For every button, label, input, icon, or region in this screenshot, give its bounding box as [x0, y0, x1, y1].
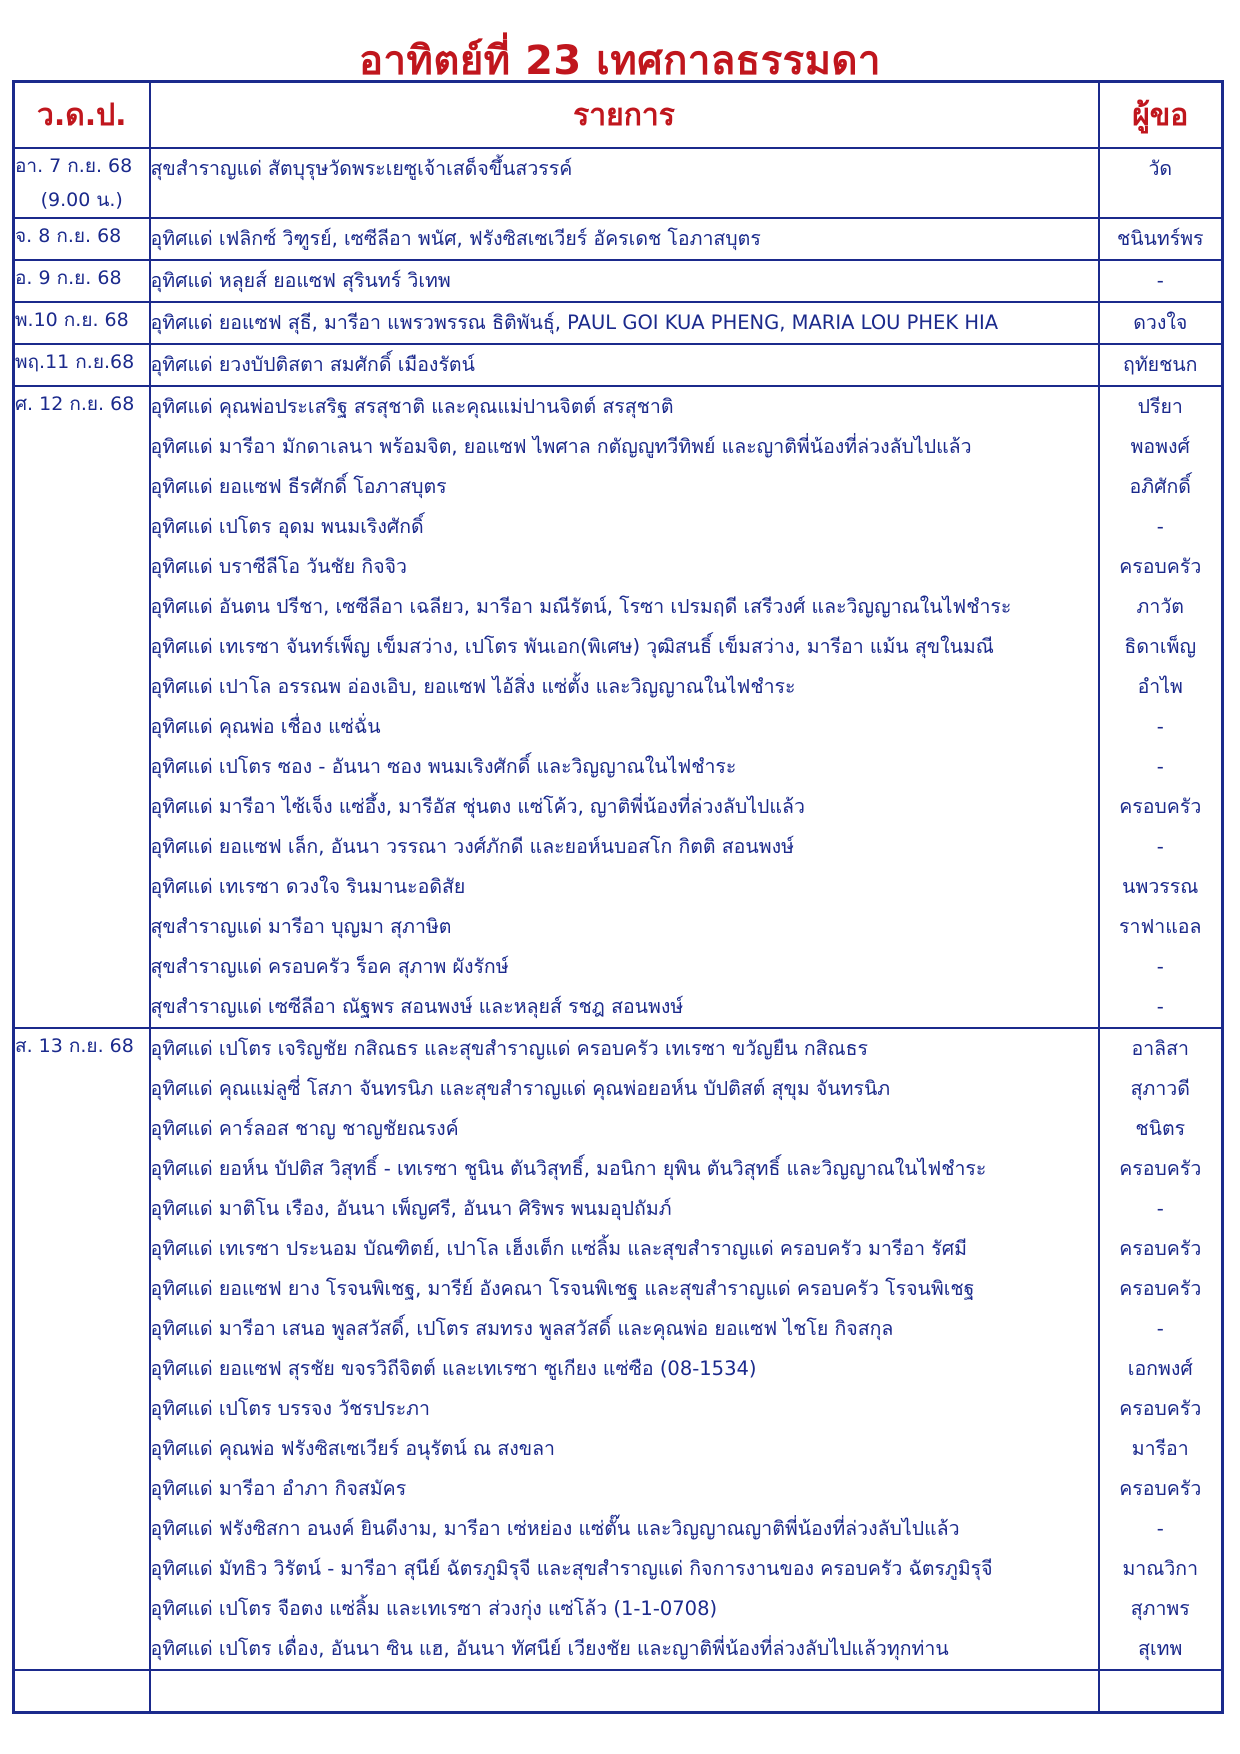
requester-name: สุภาวดี — [1130, 1077, 1190, 1100]
requester-name: ชนินทร์พร — [1116, 227, 1204, 250]
intention-entry: อุทิศแด่ เทเรซา ดวงใจ รินมานะอดิสัย — [150, 875, 466, 898]
empty-cell — [150, 1670, 1099, 1713]
requester-name: - — [1156, 755, 1164, 778]
table-row — [14, 1028, 1223, 1670]
intention-entry: อุทิศแด่ คุณแม่ลูซี่ โสภา จันทรนิภ และสุขสำราญแด่ คุณพ่อยอห์น บัปติสต์ สุขุม จันทรนิภ — [150, 1077, 891, 1100]
empty-cell — [14, 1670, 150, 1713]
requester-name: สุเทพ — [1138, 1637, 1183, 1660]
intention-entry: อุทิศแด่ เทเรซา จันทร์เพ็ญ เข็มสว่าง, เปโตร พันเอก(พิเศษ) วุฒิสนธิ์ เข็มสว่าง, มารีอา แม้น สุขในมณี — [150, 635, 994, 658]
date-text: อา. 7 ก.ย. 68 — [15, 155, 133, 177]
requester-name: เอกพงศ์ — [1127, 1357, 1193, 1380]
intention-entry: อุทิศแด่ ยวงบัปติสตา สมศักดิ์ เมืองรัตน์ — [150, 353, 475, 376]
requester-cell — [1099, 386, 1223, 1028]
entries-cell — [150, 260, 1099, 302]
requester-name: ชนิตร — [1135, 1117, 1186, 1140]
intention-entry: อุทิศแด่ คาร์ลอส ชาญ ชาญชัยณรงค์ — [150, 1117, 459, 1140]
requester-cell — [1099, 148, 1223, 218]
requester-name: พอพงศ์ — [1130, 435, 1190, 458]
date-cell — [14, 386, 150, 1028]
intention-entry: อุทิศแด่ คุณพ่อ ฟรังซิสเซเวียร์ อนุรัตน์ ณ สงขลา — [150, 1437, 555, 1460]
header-requester: ผู้ขอ — [1099, 82, 1223, 149]
entries-cell — [150, 302, 1099, 344]
intention-entry: อุทิศแด่ มารีอา ไซ้เจ็ง แซ่อึ้ง, มารีอัส ชุ่นตง แซ่โค้ว, ญาติพี่น้องที่ล่วงลับไปแล้ว — [150, 795, 805, 818]
entries-cell — [150, 344, 1099, 386]
intention-entry: อุทิศแด่ มาติโน เรือง, อันนา เพ็ญศรี, อันนา ศิริพร พนมอุปถัมภ์ — [150, 1197, 672, 1220]
requester-name: ครอบครัว — [1119, 1477, 1202, 1500]
intention-entry: อุทิศแด่ เปโตร จือตง แซ่ลิ้ม และเทเรซา ส่วงกุ่ง แซ่โล้ว (1-1-0708) — [150, 1597, 718, 1620]
intention-entry: อุทิศแด่ ยอแซฟ เล็ก, อันนา วรรณา วงศ์ภักดี และยอห์นบอสโก กิตติ สอนพงษ์ — [150, 835, 794, 858]
intention-entry: อุทิศแด่ คุณพ่อประเสริฐ สรสุชาติ และคุณแม่ปานจิตต์ สรสุชาติ — [150, 395, 674, 418]
intention-entry: สุขสำราญแด่ สัตบุรุษวัดพระเยซูเจ้าเสด็จขึ้นสวรรค์ — [150, 157, 573, 180]
requester-name: - — [1156, 1317, 1164, 1340]
requester-name: ครอบครัว — [1119, 1157, 1202, 1180]
intention-entry: อุทิศแด่ มารีอา เสนอ พูลสวัสดิ์, เปโตร สมทรง พูลสวัสดิ์ และคุณพ่อ ยอแซฟ ไชโย กิจสกุล — [150, 1317, 894, 1340]
header-items: รายการ — [150, 82, 1099, 149]
requester-name: ครอบครัว — [1119, 555, 1202, 578]
requester-name: - — [1156, 995, 1164, 1018]
table-row — [14, 218, 1223, 260]
intention-entry: อุทิศแด่ มารีอา อำภา กิจสมัคร — [150, 1477, 407, 1500]
intention-entry: อุทิศแด่ อันตน ปรีชา, เซซีลีอา เฉลียว, มารีอา มณีรัตน์, โรซา เปรมฤดี เสรีวงศ์ และวิญญาณในไฟชำระ — [150, 595, 1012, 618]
intention-entry: สุขสำราญแด่ มารีอา บุญมา สุภาษิต — [150, 915, 452, 938]
intention-entry: อุทิศแด่ มัทธิว วิรัตน์ - มารีอา สุนีย์ ฉัตรภูมิรุจี และสุขสำราญแด่ กิจการงานของ ครอบครัว ฉัตรภูมิรุจี — [150, 1557, 993, 1580]
intention-entry: อุทิศแด่ ยอห์น บัปติส วิสุทธิ์ - เทเรซา ชูนิน ตันวิสุทธิ์, มอนิกา ยุพิน ตันวิสุทธิ์ และวิญญาณในไฟชำระ — [150, 1157, 987, 1180]
intention-entry: อุทิศแด่ เปโตร อุดม พนมเริงศักดิ์ — [150, 515, 424, 538]
date-cell — [14, 260, 150, 302]
entries-cell — [150, 148, 1099, 218]
date-cell — [14, 1028, 150, 1670]
requester-name: ดวงใจ — [1133, 311, 1188, 334]
requester-name: - — [1156, 515, 1164, 538]
requester-name: มาณวิกา — [1122, 1557, 1199, 1580]
intention-entry: อุทิศแด่ เปาโล อรรณพ อ่องเอิบ, ยอแซฟ ไอ้สิ่ง แซ่ตั้ง และวิญญาณในไฟชำระ — [150, 675, 796, 698]
entries-cell — [150, 1028, 1099, 1670]
intention-entry: อุทิศแด่ เทเรซา ประนอม บัณฑิตย์, เปาโล เฮ็งเต็ก แซ่ลิ้ม และสุขสำราญแด่ ครอบครัว มารีอา รัศมี — [150, 1237, 967, 1260]
date-text: จ. 8 ก.ย. 68 — [15, 225, 122, 247]
date-text: พฤ.11 ก.ย.68 — [15, 351, 135, 373]
requester-name: ครอบครัว — [1119, 1237, 1202, 1260]
requester-name: อาลิสา — [1131, 1037, 1189, 1060]
requester-cell — [1099, 344, 1223, 386]
header-date: ว.ด.ป. — [14, 82, 150, 149]
intention-entry: อุทิศแด่ เฟลิกซ์ วิฑูรย์, เซซีลีอา พนัศ, ฟรังซิสเซเวียร์ อัครเดช โอภาสบุตร — [150, 227, 761, 250]
intention-entry: อุทิศแด่ ยอแซฟ ยาง โรจนพิเชฐ, มารีย์ อังคณา โรจนพิเชฐ และสุขสำราญแด่ ครอบครัว โรจนพิเชฐ — [150, 1277, 975, 1300]
requester-name: ครอบครัว — [1119, 1397, 1202, 1420]
requester-name: - — [1156, 1197, 1164, 1220]
requester-name: ครอบครัว — [1119, 795, 1202, 818]
requester-name: สุภาพร — [1130, 1597, 1190, 1620]
requester-name: - — [1156, 1517, 1164, 1540]
requester-name: อำไพ — [1137, 675, 1183, 698]
table-row — [14, 302, 1223, 344]
requester-name: - — [1156, 835, 1164, 858]
intention-entry: อุทิศแด่ ยอแซฟ สุธี, มารีอา แพรวพรรณ ธิติพันธุ์, PAUL GOI KUA PHENG, MARIA LOU PHEK HIA — [150, 311, 999, 334]
requester-name: ฤทัยชนก — [1123, 353, 1198, 376]
date-cell — [14, 218, 150, 260]
empty-cell — [1099, 1670, 1223, 1713]
intention-entry: อุทิศแด่ มารีอา มักดาเลนา พร้อมจิต, ยอแซฟ ไพศาล กตัญญูทวีทิพย์ และญาติพี่น้องที่ล่วงลับไปแล้ว — [150, 435, 972, 458]
intention-entry: อุทิศแด่ เปโตร เจริญชัย กสิณธร และสุขสำราญแด่ ครอบครัว เทเรซา ขวัญยืน กสิณธร — [150, 1037, 869, 1060]
table-row — [14, 344, 1223, 386]
intention-entry: อุทิศแด่ ยอแซฟ ธีรศักดิ์ โอภาสบุตร — [150, 475, 447, 498]
date-cell — [14, 302, 150, 344]
requester-name: - — [1156, 955, 1164, 978]
entries-cell — [150, 386, 1099, 1028]
intention-entry: อุทิศแด่ คุณพ่อ เชื่อง แซ่ฉั่น — [150, 715, 381, 738]
requester-name: ครอบครัว — [1119, 1277, 1202, 1300]
date-text: ศ. 12 ก.ย. 68 — [15, 393, 135, 415]
requester-name: อภิศักดิ์ — [1129, 475, 1191, 498]
requester-name: ภาวัต — [1136, 595, 1184, 618]
date-text: ส. 13 ก.ย. 68 — [15, 1035, 134, 1057]
table-row — [14, 148, 1223, 218]
date-text: อ. 9 ก.ย. 68 — [15, 267, 122, 289]
requester-name: มารีอา — [1131, 1437, 1189, 1460]
requester-name: - — [1156, 715, 1164, 738]
intention-entry: สุขสำราญแด่ เซซีลีอา ณัฐพร สอนพงษ์ และหลุยส์ รชฎ สอนพงษ์ — [150, 995, 684, 1018]
page-title: อาทิตย์ที่ 23 เทศกาลธรรมดา — [359, 38, 881, 84]
date-subtext: (9.00 น.) — [40, 189, 123, 211]
requester-cell — [1099, 218, 1223, 260]
table-row-empty — [14, 1670, 1223, 1713]
requester-cell — [1099, 302, 1223, 344]
intention-entry: อุทิศแด่ ฟรังซิสกา อนงค์ ยินดีงาม, มารีอา เซ่หย่อง แซ่ตั๊น และวิญญาณญาติพี่น้องที่ล่วงลับไปแล้ว — [150, 1517, 960, 1540]
intention-entry: อุทิศแด่ เปโตร เดื่อง, อันนา ซิน แฮ, อันนา ทัศนีย์ เวียงชัย และญาติพี่น้องที่ล่วงลับไปแล้วทุกท่าน — [150, 1637, 949, 1660]
date-cell — [14, 148, 150, 218]
table-row — [14, 386, 1223, 1028]
requester-name: - — [1156, 269, 1164, 292]
intention-entry: อุทิศแด่ เปโตร บรรจง วัชรประภา — [150, 1397, 430, 1420]
intention-entry: อุทิศแด่ เปโตร ซอง - อันนา ซอง พนมเริงศักดิ์ และวิญญาณในไฟชำระ — [150, 755, 737, 778]
intention-entry: อุทิศแด่ บราซีลีโอ วันชัย กิจจิว — [150, 555, 407, 578]
table-header-row — [14, 82, 1223, 149]
intention-entry: อุทิศแด่ ยอแซฟ สุรชัย ขจรวิถีจิตต์ และเทเรซา ซูเกียง แซ่ซือ (08-1534) — [150, 1357, 757, 1380]
entries-cell — [150, 218, 1099, 260]
requester-cell — [1099, 1028, 1223, 1670]
requester-cell — [1099, 260, 1223, 302]
requester-name: วัด — [1148, 157, 1173, 180]
table-row — [14, 260, 1223, 302]
intention-entry: สุขสำราญแด่ ครอบครัว ร็อค สุภาพ ผังรักษ์ — [150, 955, 509, 978]
intention-entry: อุทิศแด่ หลุยส์ ยอแซฟ สุรินทร์ วิเทพ — [150, 269, 451, 292]
date-cell — [14, 344, 150, 386]
requester-name: นพวรรณ — [1122, 875, 1199, 898]
requester-name: ปรียา — [1137, 395, 1183, 418]
requester-name: ราฟาแอล — [1119, 915, 1202, 938]
mass-intention-table — [12, 80, 1224, 1714]
date-text: พ.10 ก.ย. 68 — [15, 309, 129, 331]
requester-name: ธิดาเพ็ญ — [1124, 635, 1197, 658]
